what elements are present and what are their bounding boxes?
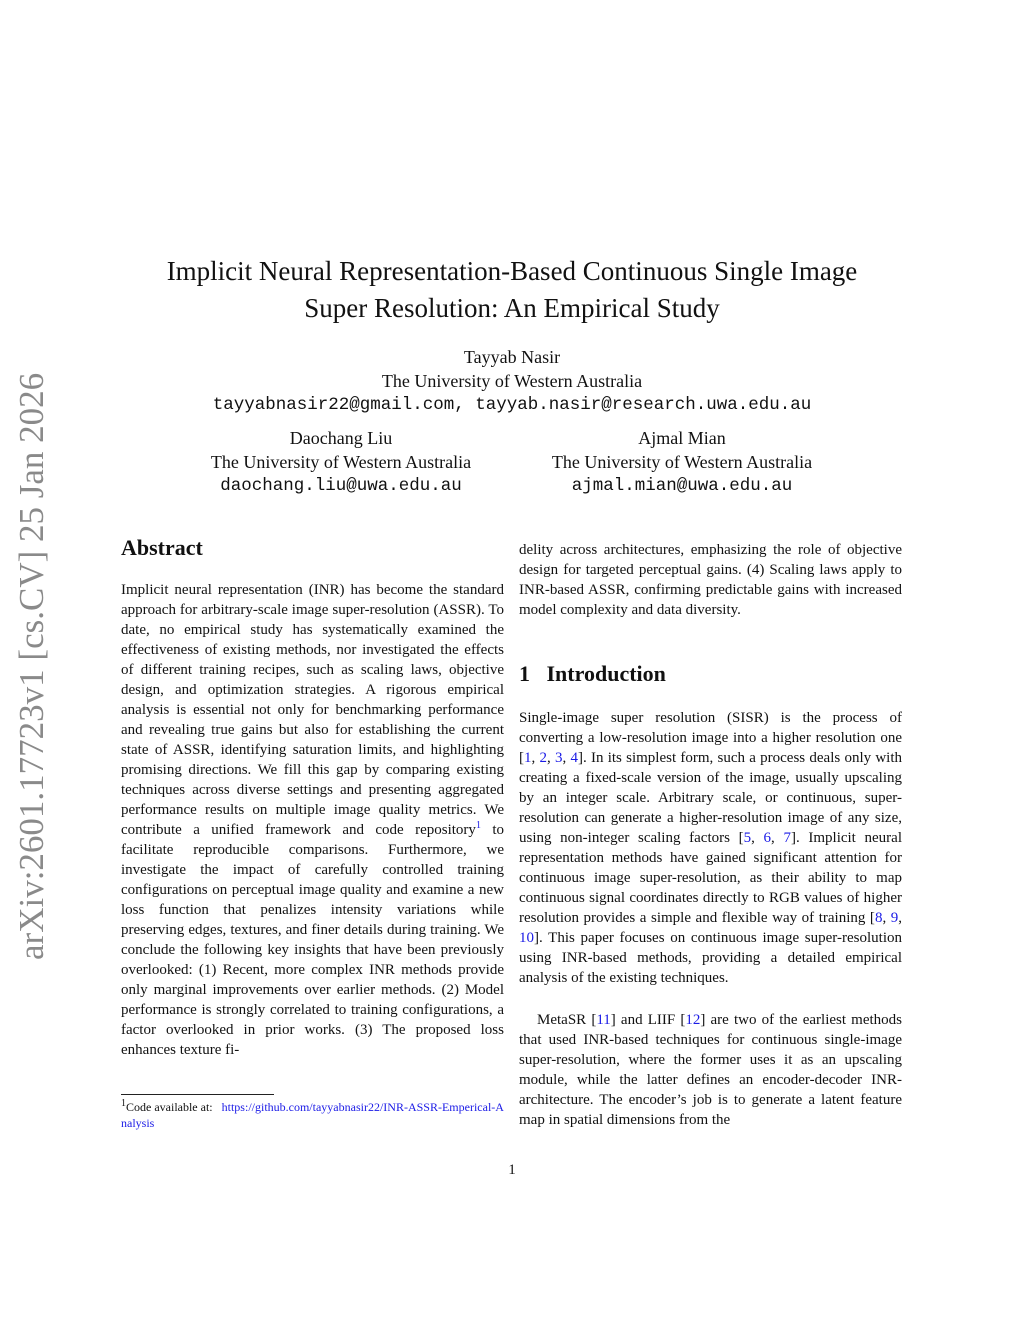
abstract-text-part-1: Implicit neural representation (INR) has become the standard approach for arbitrary-scale image super-resolution (ASSR). To date, no empirical study has systematically examined the effectiveness of existing methods, nor investigated the effects of different training recipes, such as scaling laws, objective design, and optimization strategies. A rigorous empirical analysis is essential not only for benchmarking performance and revealing true gains but also for establishing the current state of ASSR, identifying saturation limits, and highlighting promising directions. We fill this gap by comparing existing techniques across diverse settings and presenting aggregated performance results on multiple image quality metrics. We contribute a unified framework and code repository [121,582,504,838]
intro-text: ] and LIIF [ [610,1012,686,1028]
footnote-link[interactable]: https://github.com/tayyabnasir22/INR-ASSR-Emperical-Analysis [121,1100,504,1130]
section-title: Introduction [546,661,666,686]
intro-text: ]. Implicit neural representation methods have gained significant attention for continuous image super-resolution, as their ability to map continuous signal coordinates directly to RGB values of higher resolution provides a simple and flexible way of training [ [519,830,902,926]
abstract-text-part-2: to facilitate reproducible comparisons. Furthermore, we investigate the impact of carefully controlled training configurations on perceptual image quality and examine a new loss function that penalizes intensity variations while preserving edges, textures, and finer details during training. We conclude the following key insights that have been previously overlooked: (1) Recent, more complex INR methods provide only marginal improvements over earlier methods. (2) Model performance is strongly correlated to training configurations, a factor overlooked in prior works. (3) The proposed loss enhances texture fi- [121,822,505,1058]
intro-text: , [898,910,902,926]
intro-text: , [751,830,764,846]
author-affiliation: The University of Western Australia [551,452,813,472]
intro-text: ]. In its simplest form, such a process deals only with creating a fixed-scale version of the image, usually upscaling by an integer scale. Arbitrary scale, or continuous, super-resolution can generate a higher-resolution image of any size, using non-integer scaling factors [ [519,750,903,846]
citation-link[interactable]: 3 [555,750,563,766]
author-affiliation: The University of Western Australia [210,452,472,472]
section-number: 1 [519,661,530,686]
citation-link[interactable]: 6 [763,830,772,846]
intro-text: , [882,910,891,926]
author-name: Tayyab Nasir [463,347,561,367]
footnote-marker[interactable]: 1 [475,820,481,831]
footnote-label: Code available at: [126,1100,213,1114]
footnote [121,1099,504,1131]
intro-text: ]. This paper focuses on continuous image super-resolution using INR-based methods, providing a detailed empirical analysis of the existing techniques. [519,930,902,986]
citation-link[interactable]: 4 [570,750,578,766]
author-name: Daochang Liu [289,428,393,448]
abstract-paragraph [121,580,504,1060]
intro-text: , [531,750,540,766]
citation-link[interactable]: 1 [524,750,532,766]
page-number: 1 [508,1162,516,1178]
author-affiliation: The University of Western Australia [381,371,643,391]
citation-link[interactable]: 7 [783,830,791,846]
author-email: ajmal.mian@uwa.edu.au [571,476,793,496]
title-line-1: Implicit Neural Representation-Based Continuous Single Image [166,256,858,286]
intro-paragraph-2 [519,1010,902,1130]
author-email: tayyabnasir22@gmail.com, tayyab.nasir@research.uwa.edu.au [212,395,812,415]
citation-link[interactable]: 12 [685,1012,701,1028]
author-email: daochang.liu@uwa.edu.au [220,476,462,496]
arxiv-identifier: arXiv:2601.17723v1 [cs.CV] 25 Jan 2026 [12,372,51,960]
author-name: Ajmal Mian [638,428,726,448]
intro-paragraph-1 [519,708,902,988]
citation-link[interactable]: 2 [539,750,547,766]
citation-link[interactable]: 11 [596,1012,611,1028]
abstract-heading: Abstract [121,535,203,560]
intro-text: Single-image super resolution (SISR) is the process of converting a low-resolution image into a higher resolution one [ [519,710,902,766]
section-heading-introduction [519,661,666,687]
abstract-continuation: delity across architectures, emphasizing the role of objective design for targeted perceptual gains. (4) Scaling laws apply to INR-based ASSR, confirming predictable gains with increased model complexity and data diversity. [519,542,902,618]
citation-link[interactable]: 10 [519,930,534,946]
footnote-divider [121,1094,274,1095]
intro-text: ] are two of the earliest methods that used INR-based techniques for continuous single-image super-resolution, where the former uses it as an upscaling module, while the latter defines an encoder-decoder INR-architecture. The encoder’s job is to generate a latent feature map in spatial dimensions from the [519,1012,902,1128]
intro-text: MetaSR [ [537,1012,597,1028]
third-author-block [472,426,892,498]
first-author-block [0,345,1024,417]
citation-link[interactable]: 5 [743,830,752,846]
title-line-2: Super Resolution: An Empirical Study [304,293,720,323]
paper-title [80,253,944,327]
intro-text: , [771,830,784,846]
citation-link[interactable]: 8 [874,910,883,926]
intro-text: , [547,750,555,766]
citation-link[interactable]: 9 [890,910,899,926]
intro-text: , [562,750,571,766]
footnote-number: 1 [121,1098,126,1109]
